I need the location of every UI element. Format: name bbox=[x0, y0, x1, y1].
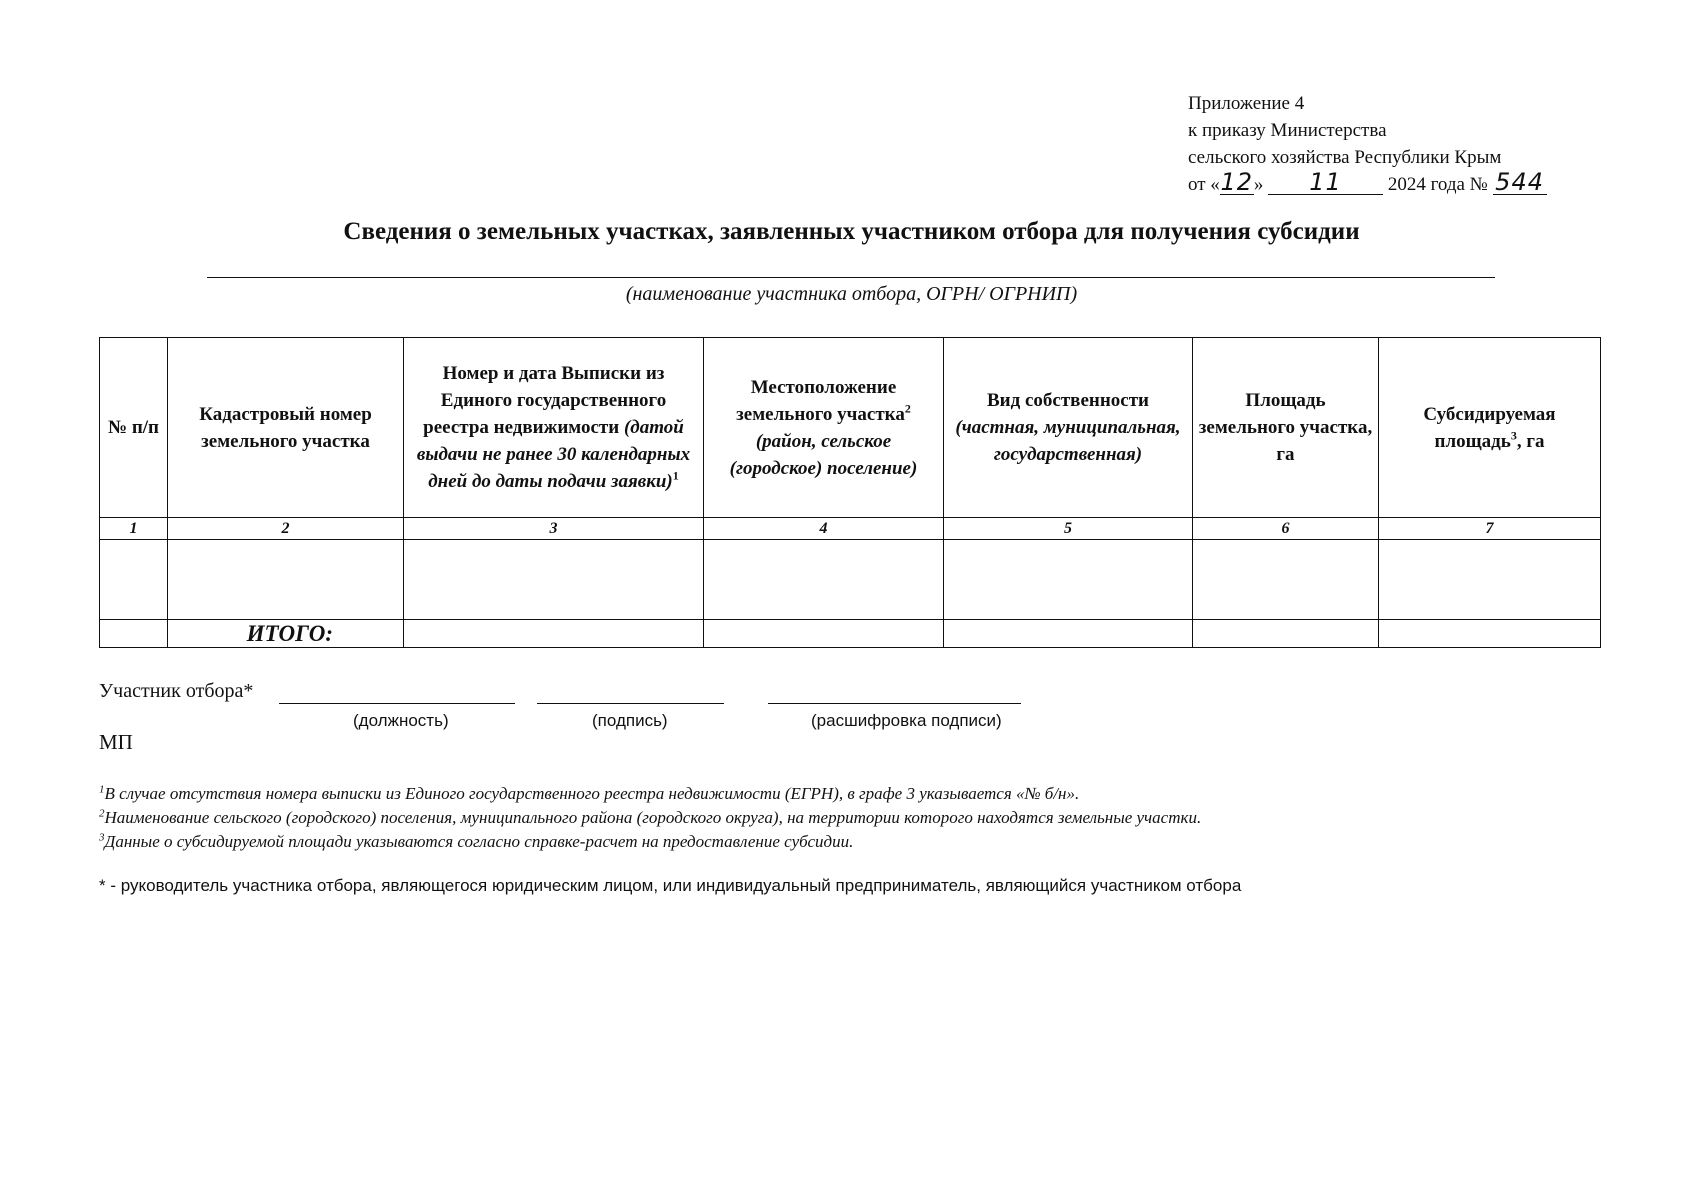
col-number: 3 bbox=[404, 518, 704, 540]
col-header-location-note: (район, сельское (городское) поселение) bbox=[729, 430, 918, 479]
footnote-ref-2: 2 bbox=[904, 401, 911, 416]
table-cell[interactable] bbox=[944, 540, 1193, 620]
ministry-name: сельского хозяйства Республики Крым bbox=[1188, 147, 1502, 168]
appendix-header bbox=[1188, 90, 1658, 198]
table-cell[interactable] bbox=[704, 620, 944, 648]
col-header-location-main: Местоположение земельного участка bbox=[736, 376, 905, 425]
footnote-ref-1: 1 bbox=[672, 468, 679, 483]
table-cell[interactable] bbox=[1193, 540, 1379, 620]
appendix-number: Приложение 4 bbox=[1188, 93, 1305, 114]
footnotes bbox=[99, 782, 1201, 854]
position-caption: (должность) bbox=[353, 711, 449, 730]
date-day: 12 bbox=[1220, 168, 1254, 196]
col-number: 1 bbox=[100, 518, 168, 540]
participant-name-caption: (наименование участника отбора, ОГРН/ ОГРНИП) bbox=[625, 283, 1078, 305]
total-label: ИТОГО: bbox=[168, 620, 404, 648]
table-cell[interactable] bbox=[1379, 620, 1601, 648]
table-header-row bbox=[100, 338, 1601, 518]
col-number: 7 bbox=[1379, 518, 1601, 540]
table-row bbox=[100, 540, 1601, 620]
date-prefix: от « bbox=[1188, 174, 1220, 195]
table-cell[interactable] bbox=[944, 620, 1193, 648]
table-cell bbox=[100, 620, 168, 648]
table-cell[interactable] bbox=[1379, 540, 1601, 620]
signature-line[interactable] bbox=[537, 703, 724, 704]
date-month: 11 bbox=[1309, 168, 1342, 196]
order-number: 544 bbox=[1495, 168, 1544, 196]
col-header-subsidized-a: Субсидируемая площадь bbox=[1423, 403, 1556, 452]
table-cell[interactable] bbox=[1193, 620, 1379, 648]
col-number: 2 bbox=[168, 518, 404, 540]
col-header-ownership-note: (частная, муниципальная, государственная) bbox=[955, 417, 1181, 465]
col-header-extract-main: Номер и дата Выписки из Единого государственного реестра недвижимости bbox=[423, 363, 667, 438]
footnote-3: $^3$Данные о субсидируемой площади указываются согласно справке-расчет на предоставление субсидии. bbox=[99, 831, 854, 851]
document-title: Сведения о земельных участках, заявленных участником отбора для получения субсидии bbox=[343, 218, 1360, 245]
table-cell[interactable] bbox=[404, 540, 704, 620]
col-number: 4 bbox=[704, 518, 944, 540]
signature-caption: (подпись) bbox=[592, 711, 668, 730]
position-line[interactable] bbox=[279, 703, 515, 704]
total-row bbox=[100, 620, 1601, 648]
column-numbers-row bbox=[100, 518, 1601, 540]
col-header-location bbox=[704, 338, 944, 518]
date-month-field bbox=[1268, 168, 1383, 196]
footnote-2: $^2$Наименование сельского (городского) поселения, муниципального района (городского округа), на территории которого находятся земельные участки. bbox=[99, 807, 1202, 827]
col-header-cadastral: Кадастровый номер земельного участка bbox=[168, 338, 404, 518]
col-number: 6 bbox=[1193, 518, 1379, 540]
col-header-ownership-main: Вид собственности bbox=[987, 390, 1149, 411]
col-header-subsidized-area bbox=[1379, 338, 1601, 518]
land-plots-table bbox=[99, 337, 1601, 648]
order-date-line bbox=[1188, 168, 1658, 198]
table-cell[interactable] bbox=[704, 540, 944, 620]
col-header-area: Площадь земельного участка, га bbox=[1193, 338, 1379, 518]
col-header-ownership bbox=[944, 338, 1193, 518]
table-cell[interactable] bbox=[404, 620, 704, 648]
signature-decoding-line[interactable] bbox=[768, 703, 1021, 704]
col-header-extract bbox=[404, 338, 704, 518]
participant-label: Участник отбора* bbox=[99, 680, 254, 702]
asterisk-note: * - руководитель участника отбора, являющегося юридическим лицом, или индивидуальный предприниматель, являющийся участником отбора bbox=[99, 876, 1242, 895]
decoding-caption: (расшифровка подписи) bbox=[811, 711, 1002, 730]
col-header-extract-note: (датой выдачи не ранее 30 календарных дней до даты подачи заявки) bbox=[416, 417, 691, 492]
order-reference: к приказу Министерства bbox=[1188, 120, 1387, 141]
footnote-ref-3: 3 bbox=[1510, 428, 1517, 443]
date-mid: » bbox=[1253, 174, 1264, 195]
footnote-1: $^1$В случае отсутствия номера выписки из Единого государственного реестра недвижимости (ЕГРН), в графе 3 указывается «№ б/н». bbox=[99, 783, 1080, 803]
date-year-text: 2024 года № bbox=[1387, 174, 1488, 195]
col-number: 5 bbox=[944, 518, 1193, 540]
table-cell[interactable] bbox=[168, 540, 404, 620]
participant-name-line bbox=[207, 277, 1495, 278]
table-cell[interactable] bbox=[100, 540, 168, 620]
date-day-field bbox=[1220, 168, 1254, 196]
col-header-subsidized-b: , га bbox=[1516, 430, 1545, 452]
stamp-place: МП bbox=[99, 730, 133, 754]
col-header-number: № п/п bbox=[100, 338, 168, 518]
order-number-field bbox=[1493, 168, 1547, 196]
